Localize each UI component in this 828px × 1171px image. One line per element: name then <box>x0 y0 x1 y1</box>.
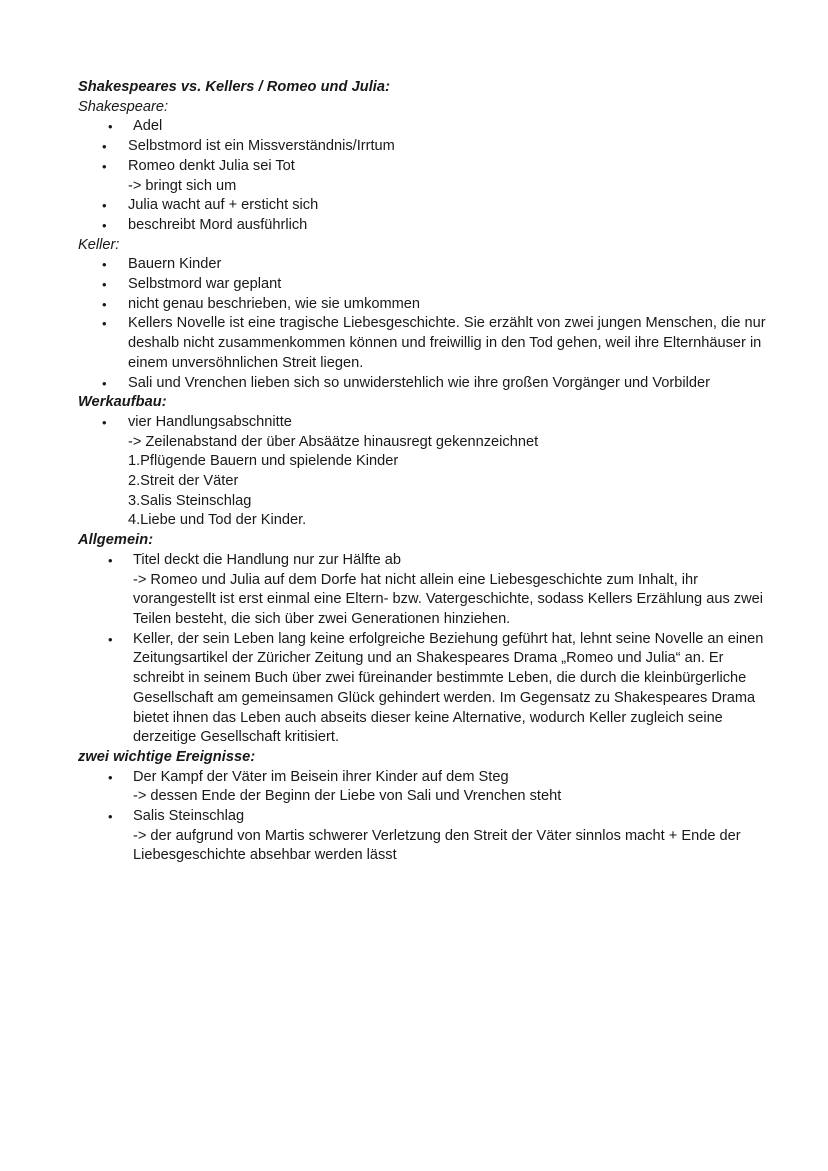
bullet-icon: • <box>102 198 107 214</box>
list-item <box>78 374 772 394</box>
list-item-text: Adel <box>133 118 163 135</box>
bullet-list-shakespeare <box>78 117 772 235</box>
section-heading-allgemein: Allgemein: <box>78 532 154 549</box>
section-heading-keller: Keller: <box>78 236 120 253</box>
bullet-list-allgemein <box>78 551 772 748</box>
bullet-icon: • <box>102 277 107 293</box>
list-item-subline: -> Zeilenabstand der über Absäätze hinausregt gekennzeichnet <box>128 433 539 450</box>
bullet-icon: • <box>108 631 113 647</box>
list-item-subline: 4.Liebe und Tod der Kinder. <box>128 512 307 529</box>
bullet-list-ereignisse <box>78 768 772 867</box>
list-item-text: nicht genau beschrieben, wie sie umkommen <box>128 295 421 312</box>
list-item-text: Selbstmord war geplant <box>128 276 282 293</box>
list-item <box>78 413 772 531</box>
list-item <box>78 196 772 216</box>
list-item <box>78 255 772 275</box>
bullet-icon: • <box>108 552 113 568</box>
list-item-text: Romeo denkt Julia sei Tot <box>128 157 295 174</box>
list-item-subline: 1.Pflügende Bauern und spielende Kinder <box>128 453 399 470</box>
list-item <box>78 216 772 236</box>
list-item <box>78 275 772 295</box>
list-item-text: Sali und Vrenchen lieben sich so unwiderstehlich wie ihre großen Vorgänger und Vorbilder <box>128 374 710 391</box>
bullet-icon: • <box>102 257 107 273</box>
list-item-subline: -> der aufgrund von Martis schwerer Verletzung den Streit der Väter sinnlos macht + Ende der Liebesgeschichte absehbar werden lässt <box>133 827 741 864</box>
list-item <box>78 551 772 630</box>
list-item-subline: -> Romeo und Julia auf dem Dorfe hat nicht allein eine Liebesgeschichte zum Inhalt, ihr vorangestellt ist erst einmal eine Eltern- bzw. Vatergeschichte, sodass Kellers Erzählung aus zwei Teilen besteht, die sich über zwei Generationen hinziehen. <box>133 571 763 627</box>
list-item <box>78 295 772 315</box>
list-item <box>78 117 772 137</box>
list-item <box>78 807 772 866</box>
list-item-text: vier Handlungsabschnitte <box>128 413 292 430</box>
bullet-icon: • <box>108 809 113 825</box>
list-item-subline: 3.Salis Steinschlag <box>128 492 252 509</box>
list-item-text: Salis Steinschlag <box>133 808 245 825</box>
bullet-list-werkaufbau <box>78 413 772 531</box>
bullet-list-keller <box>78 255 772 393</box>
list-item-text: Bauern Kinder <box>128 256 222 273</box>
bullet-icon: • <box>102 139 107 155</box>
list-item-text: Der Kampf der Väter im Beisein ihrer Kinder auf dem Steg <box>133 768 509 785</box>
document-body <box>78 78 772 866</box>
bullet-icon: • <box>108 769 113 785</box>
document-title: Shakespeares vs. Kellers / Romeo und Julia: <box>78 79 390 95</box>
list-item-text: beschreibt Mord ausführlich <box>128 216 308 233</box>
list-item-subline: -> dessen Ende der Beginn der Liebe von Sali und Vrenchen steht <box>133 788 562 805</box>
bullet-icon: • <box>102 414 107 430</box>
bullet-icon: • <box>102 158 107 174</box>
bullet-icon: • <box>102 316 107 332</box>
list-item-text: Julia wacht auf + ersticht sich <box>128 197 319 214</box>
section-heading-ereignisse: zwei wichtige Ereignisse: <box>78 748 256 765</box>
list-item <box>78 157 772 196</box>
list-item-text: Keller, der sein Leben lang keine erfolgreiche Beziehung geführt hat, lehnt seine Novelle an einen Zeitungsartikel der Züricher Zeitung und an Shakespeares Drama „Romeo und Julia“ an. Er schreibt in seinem Buch über zwei füreinander bestimmte Leben, die durch die kleinbürgerliche Gesellschaft am gemeinsamen Glück gehindert werden. Im Gegensatz zu Shakespeares Drama bietet ihnen das Leben auch abseits dieser keine Alternative, wodurch Keller zugleich seine derzeitige Gesellschaft kritisiert. <box>133 630 764 746</box>
section-heading-shakespeare: Shakespeare: <box>78 98 169 115</box>
bullet-icon: • <box>102 296 107 312</box>
list-item-subline: -> bringt sich um <box>128 177 237 194</box>
list-item <box>78 768 772 807</box>
bullet-icon: • <box>108 119 113 135</box>
list-item-text: Kellers Novelle ist eine tragische Liebesgeschichte. Sie erzählt von zwei jungen Menschen, die nur deshalb nicht zusammenkommen können und freiwillig in den Tod gehen, weil ihre Elternhäuser in einem unversöhnlichen Streit liegen. <box>128 315 766 371</box>
list-item <box>78 630 772 748</box>
list-item-text: Titel deckt die Handlung nur zur Hälfte ab <box>133 551 401 568</box>
list-item-subline: 2.Streit der Väter <box>128 473 239 490</box>
section-heading-werkaufbau: Werkaufbau: <box>78 394 167 411</box>
list-item-text: Selbstmord ist ein Missverständnis/Irrtum <box>128 138 395 155</box>
list-item <box>78 314 772 373</box>
bullet-icon: • <box>102 217 107 233</box>
bullet-icon: • <box>102 375 107 391</box>
list-item <box>78 137 772 157</box>
